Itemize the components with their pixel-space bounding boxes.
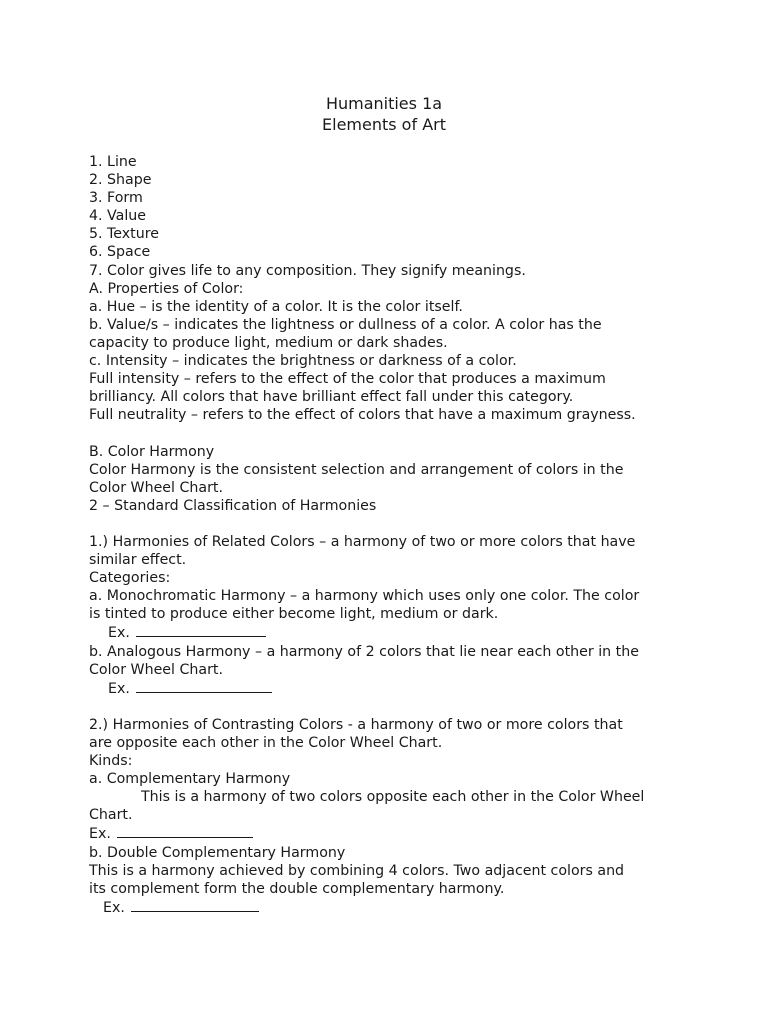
list-item-texture: 5. Texture	[89, 226, 159, 243]
text-line: Chart.	[89, 807, 133, 824]
example-line	[89, 623, 689, 642]
section-heading-properties: A. Properties of Color:	[89, 280, 244, 297]
text-line: Color Wheel Chart.	[89, 479, 223, 496]
example-label: Ex.	[108, 680, 130, 697]
list-item-space: 6. Space	[89, 244, 151, 261]
blank-line	[89, 424, 689, 442]
text-line: are opposite each other in the Color Wheel Chart.	[89, 735, 443, 751]
example-blank	[117, 824, 253, 838]
text-line: a. Hue – is the identity of a color. It is the color itself.	[89, 298, 463, 315]
text-line: b. Value/s – indicates the lightness or dullness of a color. A color has the	[89, 316, 602, 333]
title-block	[0, 93, 768, 135]
list-item-value: 4. Value	[89, 208, 147, 225]
text-line: 2.) Harmonies of Contrasting Colors - a harmony of two or more colors that	[89, 716, 623, 733]
text-line: c. Intensity – indicates the brightness or darkness of a color.	[89, 353, 517, 370]
text-line: a. Complementary Harmony	[89, 771, 291, 788]
blank-line	[89, 698, 689, 716]
text-line: 2 – Standard Classification of Harmonies	[89, 497, 377, 514]
text-line: Color Harmony is the consistent selection and arrangement of colors in the	[89, 461, 624, 478]
document-body	[89, 153, 689, 917]
text-line: This is a harmony of two colors opposite each other in the Color Wheel	[141, 789, 645, 806]
text-line: capacity to produce light, medium or dark shades.	[89, 334, 448, 351]
text-line: Full intensity – refers to the effect of the color that produces a maximum	[89, 371, 606, 388]
example-line	[89, 898, 689, 917]
section-heading-harmony: B. Color Harmony	[89, 443, 215, 460]
text-line: Full neutrality – refers to the effect of colors that have a maximum grayness.	[89, 407, 636, 424]
text-line: b. Double Complementary Harmony	[89, 844, 346, 861]
text-line: is tinted to produce either become light, medium or dark.	[89, 606, 499, 623]
text-line: This is a harmony achieved by combining 4 colors. Two adjacent colors and	[89, 862, 625, 879]
document-title: Humanities 1a	[325, 94, 443, 113]
example-blank	[136, 623, 266, 637]
list-item-line: 1. Line	[89, 154, 137, 170]
example-label: Ex.	[103, 899, 125, 916]
text-line: similar effect.	[89, 552, 187, 569]
list-item-shape: 2. Shape	[89, 172, 152, 189]
example-label: Ex.	[108, 625, 130, 642]
text-line: a. Monochromatic Harmony – a harmony which uses only one color. The color	[89, 588, 640, 605]
text-line: its complement form the double complementary harmony.	[89, 880, 505, 897]
blank-line	[89, 515, 689, 533]
example-label: Ex.	[89, 826, 111, 843]
text-line: 1.) Harmonies of Related Colors – a harmony of two or more colors that have	[89, 533, 636, 550]
text-line: b. Analogous Harmony – a harmony of 2 colors that lie near each other in the	[89, 643, 639, 660]
list-item-form: 3. Form	[89, 190, 143, 207]
example-line	[89, 824, 689, 843]
example-blank	[136, 679, 272, 693]
text-line: brilliancy. All colors that have brilliant effect fall under this category.	[89, 389, 574, 406]
document-subtitle: Elements of Art	[322, 115, 446, 134]
list-item-color: 7. Color gives life to any composition. They signify meanings.	[89, 262, 526, 279]
example-line	[89, 679, 689, 698]
text-line: Kinds:	[89, 753, 133, 770]
text-line: Categories:	[89, 570, 171, 587]
text-line: Color Wheel Chart.	[89, 661, 223, 678]
example-blank	[131, 898, 259, 912]
